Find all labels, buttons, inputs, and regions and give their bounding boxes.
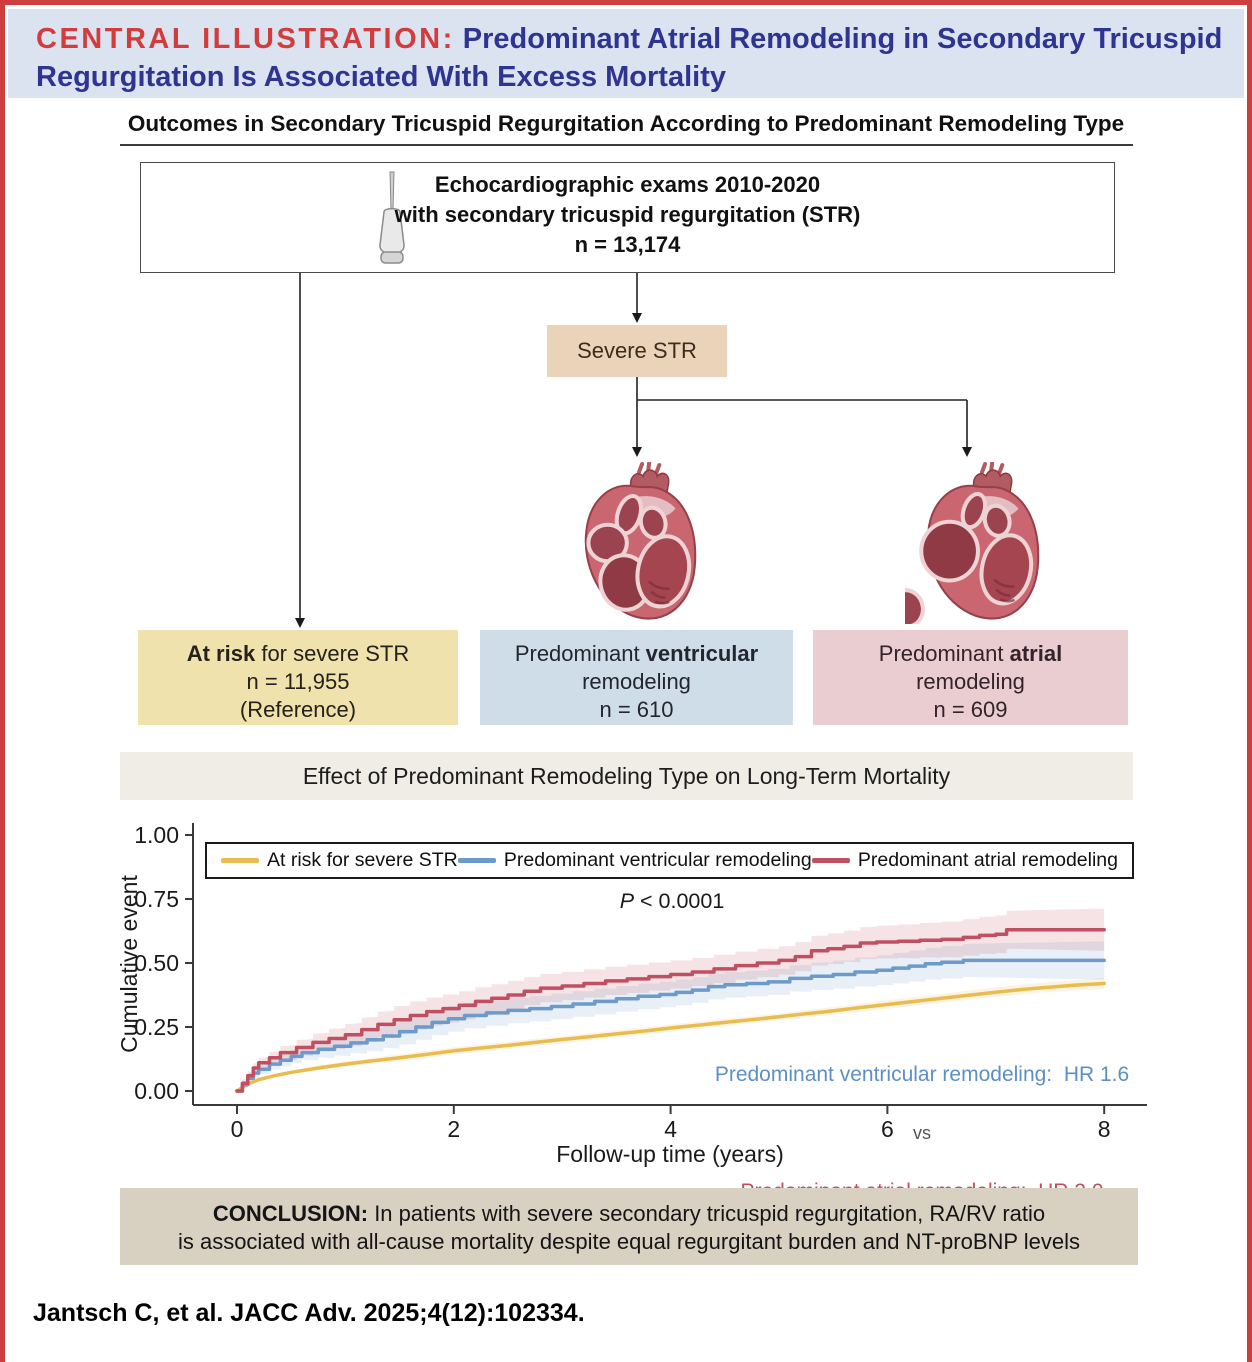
svg-text:4: 4: [664, 1116, 677, 1142]
ventricular-title: Predominant ventricular: [514, 641, 759, 666]
heart-ventricular-remodeling-illustration: [562, 462, 714, 624]
atrial-remodeling-box: [813, 630, 1128, 725]
at-risk-reference: (Reference): [239, 697, 357, 722]
atrial-line-swatch: [812, 858, 850, 863]
svg-text:Cumulative event: Cumulative event: [116, 875, 142, 1053]
hr-ventricular-annotation: Predominant ventricular remodeling: HR 1.6: [714, 1063, 1130, 1086]
cohort-line2: with secondary tricuspid regurgitation (STR): [394, 202, 861, 227]
severe-str-box: [547, 325, 727, 377]
at-risk-n: n = 11,955: [246, 669, 350, 694]
atrial-title: Predominant atrial: [878, 641, 1063, 666]
svg-text:0: 0: [230, 1116, 244, 1142]
ventricular-line2: remodeling: [582, 669, 691, 694]
heart-atrial-remodeling-illustration: [905, 462, 1057, 624]
ventricular-line-swatch: [458, 858, 496, 863]
hr-vs-annotation: vs: [913, 1123, 931, 1143]
legend-item-at-risk: At risk for severe STR: [221, 849, 458, 872]
svg-text:8: 8: [1097, 1116, 1111, 1142]
atrial-line2: remodeling: [916, 669, 1025, 694]
legend-item-atrial: Predominant atrial remodeling: [812, 849, 1118, 872]
chart-legend: [205, 842, 1134, 879]
mortality-section-title: Effect of Predominant Remodeling Type on Long-Term Mortality: [302, 762, 951, 789]
p-value: P < 0.0001: [619, 889, 725, 913]
cohort-line1: Echocardiographic exams 2010-2020: [434, 172, 821, 197]
at-risk-line-swatch: [221, 858, 259, 863]
at-risk-title: At risk for severe STR: [186, 641, 410, 666]
svg-text:2: 2: [447, 1116, 461, 1142]
legend-item-ventricular: Predominant ventricular remodeling: [458, 849, 812, 872]
citation: Jantsch C, et al. JACC Adv. 2025;4(12):102334.: [33, 1299, 585, 1327]
figure-header: [8, 9, 1244, 98]
figure-title-text: Predominant Atrial Remodeling in Secondary Tricuspid Regurgitation Is Associated With Excess Mortality: [36, 23, 1223, 93]
conclusion-line2: is associated with all-cause mortality despite equal regurgitant burden and NT-proBNP levels: [177, 1229, 1081, 1254]
ventricular-remodeling-box: [480, 630, 793, 725]
svg-text:6: 6: [881, 1116, 894, 1142]
svg-text:0.75: 0.75: [134, 886, 179, 912]
mortality-section-banner: [120, 752, 1133, 800]
cohort-line3: n = 13,174: [574, 232, 681, 257]
frame-border-top: [0, 0, 1252, 5]
flowchart-section-title: Outcomes in Secondary Tricuspid Regurgitation According to Predominant Remodeling Type: [127, 111, 1125, 136]
ventricular-n: n = 610: [599, 697, 674, 722]
atrial-n: n = 609: [933, 697, 1008, 722]
conclusion-banner: [120, 1188, 1138, 1265]
conclusion-line1: CONCLUSION: In patients with severe secondary tricuspid regurgitation, RA/RV ratio: [212, 1201, 1046, 1226]
central-illustration-label: CENTRAL ILLUSTRATION:: [36, 23, 455, 55]
svg-text:0.50: 0.50: [134, 950, 179, 976]
severe-str-label: Severe STR: [577, 338, 697, 363]
svg-text:Follow-up time (years): Follow-up time (years): [556, 1141, 784, 1167]
at-risk-box: [138, 630, 458, 725]
figure-title: [36, 20, 1244, 96]
svg-text:1.00: 1.00: [134, 822, 179, 848]
svg-text:0.00: 0.00: [134, 1078, 179, 1104]
svg-text:0.25: 0.25: [134, 1014, 179, 1040]
